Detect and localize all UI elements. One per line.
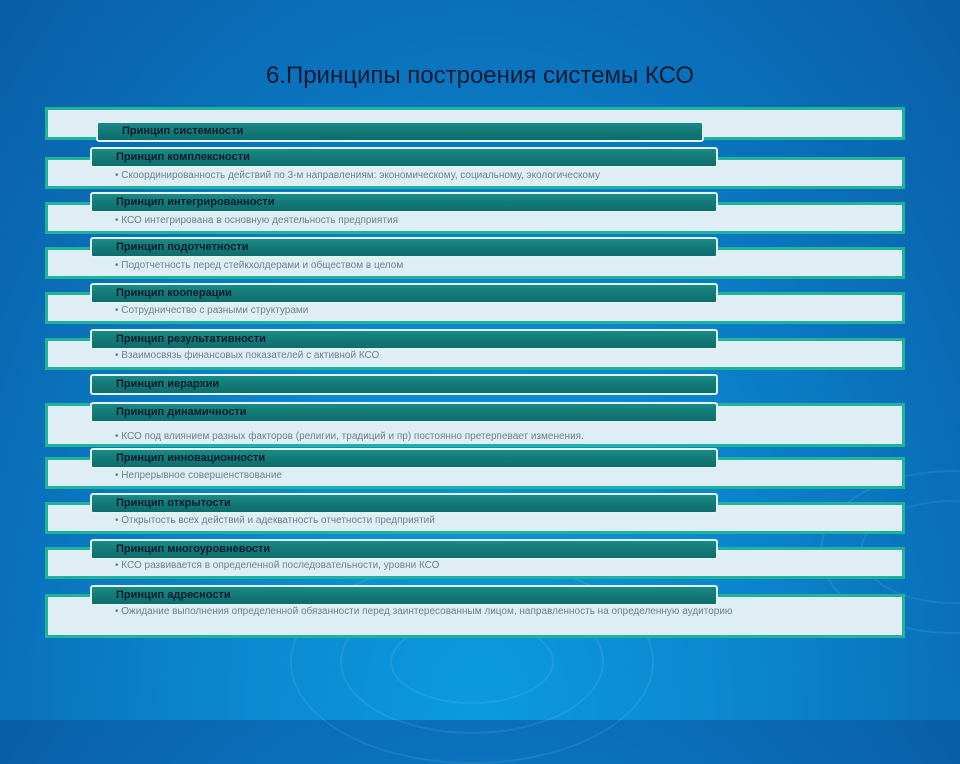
principle-header: Принцип интегрированности: [90, 192, 718, 213]
principle-description: • КСО под влиянием разных факторов (религии, традиций и пр) постоянно претерпевает изменения.: [115, 431, 584, 442]
principle-header: Принцип многоуровневости: [90, 539, 718, 560]
principle-description: • КСО интегрирована в основную деятельность предприятия: [115, 215, 398, 226]
principle-header: Принцип открытости: [90, 493, 718, 514]
principle-description: • Открытость всех действий и адекватность отчетности предприятий: [115, 515, 435, 526]
principle-description: • Непрерывное совершенствование: [115, 470, 282, 481]
principle-description: • КСО развивается в определенной последовательности, уровни КСО: [115, 560, 440, 571]
principle-header: Принцип комплексности: [90, 147, 718, 168]
principle-description: • Сотрудничество с разными структурами: [115, 305, 309, 316]
principle-description: • Скоординированность действий по 3-м направлениям: экономическому, социальному, экологическому: [115, 170, 600, 181]
principle-header: Принцип системности: [96, 121, 704, 142]
principle-description: • Взаимосвязь финансовых показателей с активной КСО: [115, 350, 380, 361]
slide-title: 6.Принципы построения системы КСО: [265, 62, 695, 89]
principle-description: • Ожидание выполнения определенной обязанности перед заинтересованным лицом, направленность на определенную аудиторию: [115, 606, 733, 617]
principle-header: Принцип результативности: [90, 329, 718, 350]
principle-header: Принцип адресности: [90, 585, 718, 606]
principle-header: Принцип иерархии: [90, 374, 718, 395]
principle-header: Принцип подотчетности: [90, 237, 718, 258]
principle-description: • Подотчетность перед стейкхолдерами и обществом в целом: [115, 260, 404, 271]
principle-header: Принцип динамичности: [90, 402, 718, 423]
principle-header: Принцип инновационности: [90, 448, 718, 469]
principle-header: Принцип кооперации: [90, 283, 718, 304]
